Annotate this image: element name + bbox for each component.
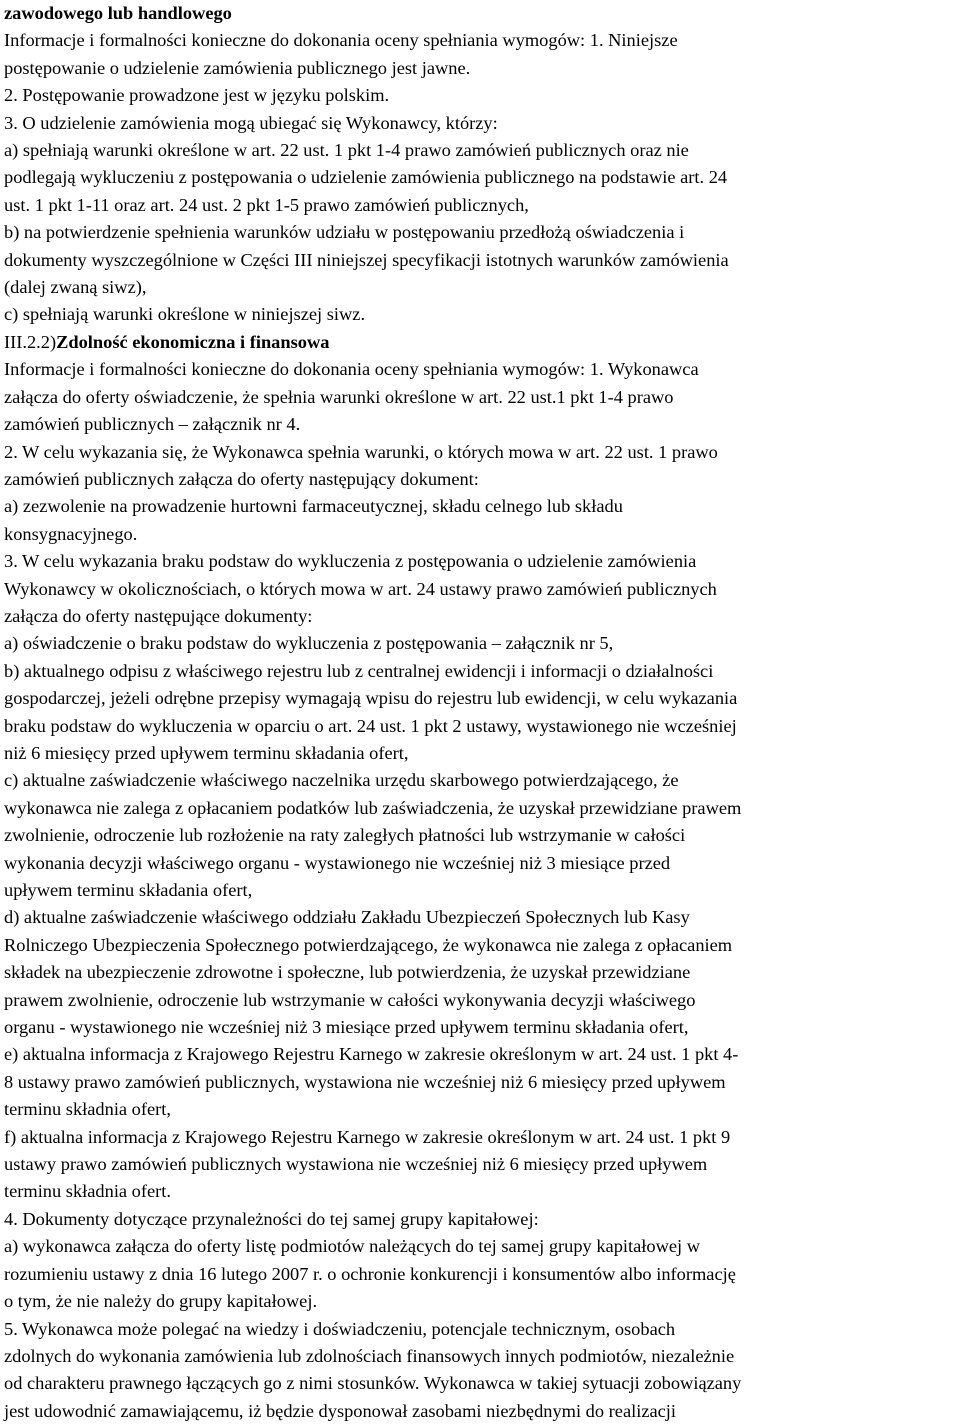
document-body <box>4 0 956 1425</box>
text-line <box>4 1343 956 1370</box>
text-segment: niż 6 miesięcy przed upływem terminu składania ofert, <box>4 742 409 763</box>
text-line <box>4 27 956 54</box>
text-line <box>4 466 956 493</box>
text-line <box>4 822 956 849</box>
text-line <box>4 877 956 904</box>
text-segment: III.2.2) <box>4 331 57 352</box>
text-line <box>4 1041 956 1068</box>
text-segment: organu - wystawionego nie wcześniej niż 3 miesiące przed upływem terminu składania ofert, <box>4 1017 689 1038</box>
text-segment: Wykonawcy w okolicznościach, o których mowa w art. 24 ustawy prawo zamówień publicznych <box>4 578 717 599</box>
text-line <box>4 1069 956 1096</box>
text-segment: załącza do oferty oświadczenie, że spełnia warunki określone w art. 22 ust.1 pkt 1-4 prawo <box>4 386 674 407</box>
text-line <box>4 521 956 548</box>
text-segment: zamówień publicznych – załącznik nr 4. <box>4 414 301 435</box>
text-line <box>4 192 956 219</box>
text-segment: upływem terminu składania ofert, <box>4 880 253 900</box>
text-line <box>4 0 956 27</box>
text-segment: 4. Dokumenty dotyczące przynależności do tej samej grupy kapitałowej: <box>4 1208 539 1229</box>
text-line <box>4 439 956 466</box>
text-segment: zdolnych do wykonania zamówienia lub zdolnościach finansowych innych podmiotów, niezależnie <box>4 1345 735 1366</box>
bold-text-segment: Zdolność ekonomiczna i finansowa <box>56 331 330 352</box>
text-segment: a) spełniają warunki określone w art. 22 ust. 1 pkt 1-4 prawo zamówień publicznych oraz nie <box>4 140 689 161</box>
text-segment: 2. W celu wykazania się, że Wykonawca spełnia warunki, o których mowa w art. 22 ust. 1 prawo <box>4 441 718 462</box>
text-segment: postępowanie o udzielenie zamówienia publicznego jest jawne. <box>4 57 471 78</box>
text-segment: a) zezwolenie na prowadzenie hurtowni farmaceutycznej, składu celnego lub składu <box>4 496 623 517</box>
text-segment: ustawy prawo zamówień publicznych wystawiona nie wcześniej niż 6 miesięcy przed upływem <box>4 1154 708 1175</box>
text-segment: braku podstaw do wykluczenia w oparciu o art. 24 ust. 1 pkt 2 ustawy, wystawionego nie wcześniej <box>4 715 737 736</box>
text-line <box>4 1316 956 1343</box>
text-segment: dokumenty wyszczególnione w Części III niniejszej specyfikacji istotnych warunków zamówienia <box>4 249 729 270</box>
text-segment: a) oświadczenie o braku podstaw do wykluczenia z postępowania – załącznik nr 5, <box>4 633 614 654</box>
text-line <box>4 904 956 931</box>
text-line <box>4 1124 956 1151</box>
text-segment: terminu składnia ofert, <box>4 1099 171 1120</box>
text-segment: ust. 1 pkt 1-11 oraz art. 24 ust. 2 pkt 1-5 prawo zamówień publicznych, <box>4 194 529 215</box>
text-line <box>4 110 956 137</box>
text-line <box>4 685 956 712</box>
text-segment: składek na ubezpieczenie zdrowotne i społeczne, lub potwierdzenia, że uzyskał przewidziane <box>4 962 691 983</box>
text-segment: wykonawca nie zalega z opłacaniem podatków lub zaświadczenia, że uzyskał przewidziane prawem <box>4 797 742 818</box>
text-segment: Rolniczego Ubezpieczenia Społecznego potwierdzającego, że wykonawca nie zalega z opłacaniem <box>4 934 733 955</box>
text-segment: zwolnienie, odroczenie lub rozłożenie na raty zaległych płatności lub wstrzymanie w całości <box>4 825 686 846</box>
text-line <box>4 603 956 630</box>
text-line <box>4 219 956 246</box>
text-line <box>4 384 956 411</box>
text-line <box>4 987 956 1014</box>
text-segment: 3. O udzielenie zamówienia mogą ubiegać się Wykonawcy, którzy: <box>4 112 498 133</box>
text-line <box>4 1178 956 1205</box>
text-segment: o tym, że nie należy do grupy kapitałowej. <box>4 1291 318 1312</box>
text-line <box>4 411 956 438</box>
text-line <box>4 548 956 575</box>
text-line <box>4 740 956 767</box>
text-segment: konsygnacyjnego. <box>4 523 138 544</box>
text-line <box>4 82 956 109</box>
text-line <box>4 356 956 383</box>
bold-text-segment: zawodowego lub handlowego <box>4 3 232 23</box>
text-segment: prawem zwolnienie, odroczenie lub wstrzymanie w całości wykonywania decyzji właściwego <box>4 989 696 1010</box>
text-line <box>4 1370 956 1397</box>
text-line <box>4 795 956 822</box>
text-segment: zamówień publicznych załącza do oferty następujący dokument: <box>4 468 479 489</box>
text-segment: załącza do oferty następujące dokumenty: <box>4 605 313 626</box>
text-segment: 2. Postępowanie prowadzone jest w języku polskim. <box>4 85 390 106</box>
text-line <box>4 55 956 82</box>
text-segment: podlegają wykluczeniu z postępowania o udzielenie zamówienia publicznego na podstawie art. 24 <box>4 167 728 188</box>
text-segment: 3. W celu wykazania braku podstaw do wykluczenia z postępowania o udzielenie zamówienia <box>4 551 697 572</box>
text-segment: Informacje i formalności konieczne do dokonania oceny spełniania wymogów: 1. Niniejsze <box>4 30 678 51</box>
text-segment: od charakteru prawnego łączących go z nimi stosunków. Wykonawca w takiej sytuacji zobowiązany <box>4 1373 742 1394</box>
text-segment: Informacje i formalności konieczne do dokonania oceny spełniania wymogów: 1. Wykonawca <box>4 359 699 380</box>
text-line <box>4 493 956 520</box>
text-segment: wykonania decyzji właściwego organu - wystawionego nie wcześniej niż 3 miesiące przed <box>4 852 671 873</box>
text-segment: (dalej zwaną siwz), <box>4 277 147 298</box>
text-line <box>4 1151 956 1178</box>
text-line <box>4 1206 956 1233</box>
text-segment: b) na potwierdzenie spełnienia warunków udziału w postępowaniu przedłożą oświadczenia i <box>4 222 685 243</box>
text-segment: 8 ustawy prawo zamówień publicznych, wystawiona nie wcześniej niż 6 miesięcy przed upływem <box>4 1071 726 1092</box>
text-segment: c) aktualne zaświadczenie właściwego naczelnika urzędu skarbowego potwierdzającego, że <box>4 770 679 791</box>
text-line <box>4 329 956 356</box>
text-line <box>4 1261 956 1288</box>
text-segment: 5. Wykonawca może polegać na wiedzy i doświadczeniu, potencjale technicznym, osobach <box>4 1318 676 1339</box>
text-segment: gospodarczej, jeżeli odrębne przepisy wymagają wpisu do rejestru lub ewidencji, w celu wykazania <box>4 688 738 709</box>
text-line <box>4 959 956 986</box>
text-line <box>4 1096 956 1123</box>
text-line <box>4 274 956 301</box>
text-segment: f) aktualna informacja z Krajowego Rejestru Karnego w zakresie określonym w art. 24 ust. 1 pkt 9 <box>4 1126 731 1147</box>
text-line <box>4 576 956 603</box>
text-segment: jest udowodnić zamawiającemu, iż będzie dysponował zasobami niezbędnymi do realizacji <box>4 1400 677 1421</box>
text-segment: terminu składnia ofert. <box>4 1181 171 1202</box>
text-line <box>4 713 956 740</box>
text-line <box>4 767 956 794</box>
text-line <box>4 932 956 959</box>
text-line <box>4 164 956 191</box>
text-line <box>4 1233 956 1260</box>
text-segment: rozumieniu ustawy z dnia 16 lutego 2007 r. o ochronie konkurencji i konsumentów albo informację <box>4 1263 736 1284</box>
text-line <box>4 301 956 328</box>
text-line <box>4 850 956 877</box>
text-line <box>4 630 956 657</box>
text-segment: c) spełniają warunki określone w niniejszej siwz. <box>4 304 366 325</box>
text-line <box>4 658 956 685</box>
text-segment: b) aktualnego odpisu z właściwego rejestru lub z centralnej ewidencji i informacji o działalności <box>4 660 714 681</box>
text-segment: e) aktualna informacja z Krajowego Rejestru Karnego w zakresie określonym w art. 24 ust. 1 pkt 4- <box>4 1044 739 1065</box>
text-line <box>4 137 956 164</box>
text-line <box>4 1288 956 1315</box>
text-line <box>4 247 956 274</box>
text-segment: d) aktualne zaświadczenie właściwego oddziału Zakładu Ubezpieczeń Społecznych lub Kasy <box>4 907 690 928</box>
text-line <box>4 1014 956 1041</box>
text-segment: a) wykonawca załącza do oferty listę podmiotów należących do tej samej grupy kapitałowej w <box>4 1236 701 1257</box>
